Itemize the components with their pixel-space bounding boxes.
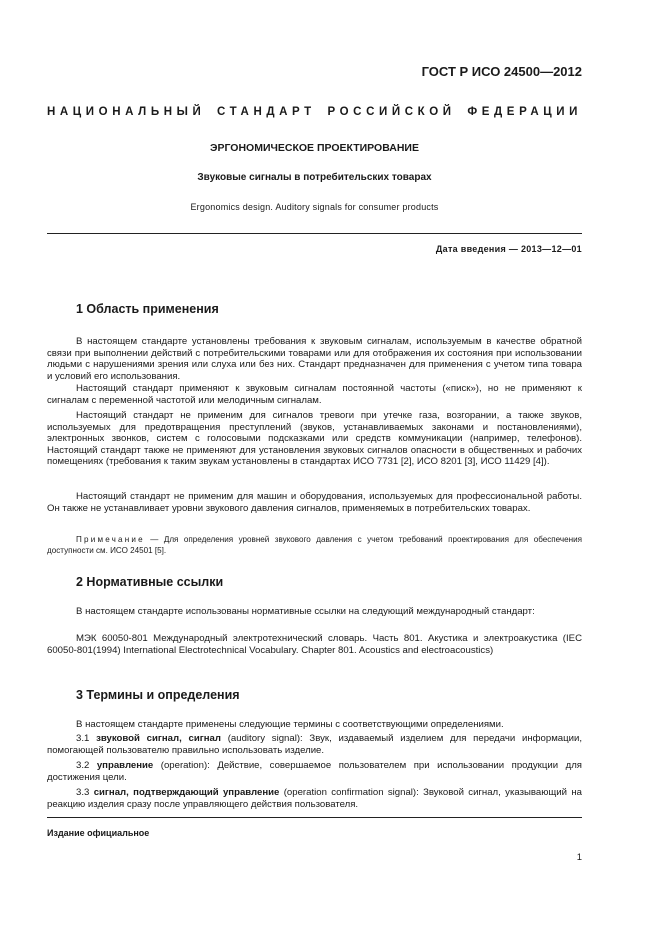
section-1-paragraph-4: Настоящий стандарт не применим для машин и оборудования, используемых для профессиональной работы. Он также не устанавливает уровни звукового давления сигналов, применяемых в потребительских товарах.: [47, 491, 582, 514]
term-3-3: [47, 787, 582, 810]
page-number: 1: [576, 852, 582, 863]
document-title-english: Ergonomics design. Auditory signals for consumer products: [190, 202, 439, 212]
section-1-heading: 1 Область применения: [76, 302, 219, 316]
russian-word: РОССИЙСКОЙ: [327, 106, 456, 118]
term-number: 3.2: [76, 760, 97, 771]
document-title: ЭРГОНОМИЧЕСКОЕ ПРОЕКТИРОВАНИЕ: [210, 142, 419, 154]
document-subtitle: Звуковые сигналы в потребительских товарах: [197, 172, 432, 183]
gost-number: ГОСТ Р ИСО 24500—2012: [421, 64, 582, 79]
section-1-paragraph-2: Настоящий стандарт применяют к звуковым сигналам постоянной частоты («писк»), но не применяют к сигналам с переменной частотой или мелодичным сигналам.: [47, 383, 582, 406]
introduction-date: Дата введения — 2013—12—01: [435, 244, 582, 254]
section-3-paragraph-1: В настоящем стандарте применены следующие термины с соответствующими определениями.: [76, 719, 504, 730]
federation-word: ФЕДЕРАЦИИ: [467, 106, 582, 118]
section-2-paragraph-1: В настоящем стандарте использованы нормативные ссылки на следующий международный стандарт:: [76, 606, 535, 617]
term-number: 3.3: [76, 787, 94, 798]
section-1-paragraph-3: Настоящий стандарт не применим для сигналов тревоги при утечке газа, возгорании, а также звуков, используемых для предотвращения преступлений (звуков, устанавливаемых законами и постановлениями), электронных звонков, систем с голосовыми подсказками или средств коммуникации (например, телефонов). Настоящий стандарт также не применяют для установления звуковых сигналов опасности в общественных и рабочих помещениях (требования к таким звукам установлены в стандартах ИСО 7731 [2], ИСО 8201 [3], ИСО 11429 [4]).: [47, 410, 582, 468]
national-word: НАЦИОНАЛЬНЫЙ: [47, 106, 206, 118]
section-1-note: [47, 535, 582, 556]
term-3-2: [47, 760, 582, 783]
note-text: — Для определения уровней звукового давления с учетом требований проектирования для обеспечения доступности см. ИСО 24501 [5].: [47, 535, 582, 555]
standard-word: СТАНДАРТ: [217, 106, 316, 118]
section-2-paragraph-2: МЭК 60050-801 Международный электротехнический словарь. Часть 801. Акустика и электроакустика (IEC 60050-801(1994) International Electrotechnical Vocabulary. Chapter 801. Acoustics and electroacoustics): [47, 633, 582, 656]
footer-divider: [47, 817, 582, 818]
term-definition: (operation confirmation signal): Звуковой сигнал, указывающий на реакцию изделия сразу после управляющего действия пользователя.: [47, 787, 582, 810]
national-standard-line: [47, 106, 582, 118]
term-number: 3.1: [76, 733, 97, 744]
term-name: управление: [96, 760, 154, 771]
section-2-heading: 2 Нормативные ссылки: [76, 575, 224, 589]
note-label: Примечание: [76, 535, 145, 544]
term-name: звуковой сигнал, сигнал: [96, 733, 221, 744]
term-definition: (operation): Действие, совершаемое пользователем при использовании продукции для достижения цели.: [47, 760, 582, 783]
section-3-heading: 3 Термины и определения: [76, 688, 240, 702]
section-1-paragraph-1: В настоящем стандарте установлены требования к звуковым сигналам, используемым в качестве обратной связи при выполнении действий с потребительскими товарами или для отображения их состояния при использовании людьми с нарушениями зрения или слуха или без них. Стандарт предназначен для применения с учетом типа товара и условий его использования.: [47, 336, 582, 382]
title-divider: [47, 233, 582, 234]
term-3-1: [47, 733, 582, 756]
term-definition: (auditory signal): Звук, издаваемый изделием для передачи информации, помогающей пользователю правильно использовать изделие.: [47, 733, 582, 756]
official-edition-label: Издание официальное: [47, 828, 150, 838]
term-name: сигнал, подтверждающий управление: [93, 787, 280, 798]
